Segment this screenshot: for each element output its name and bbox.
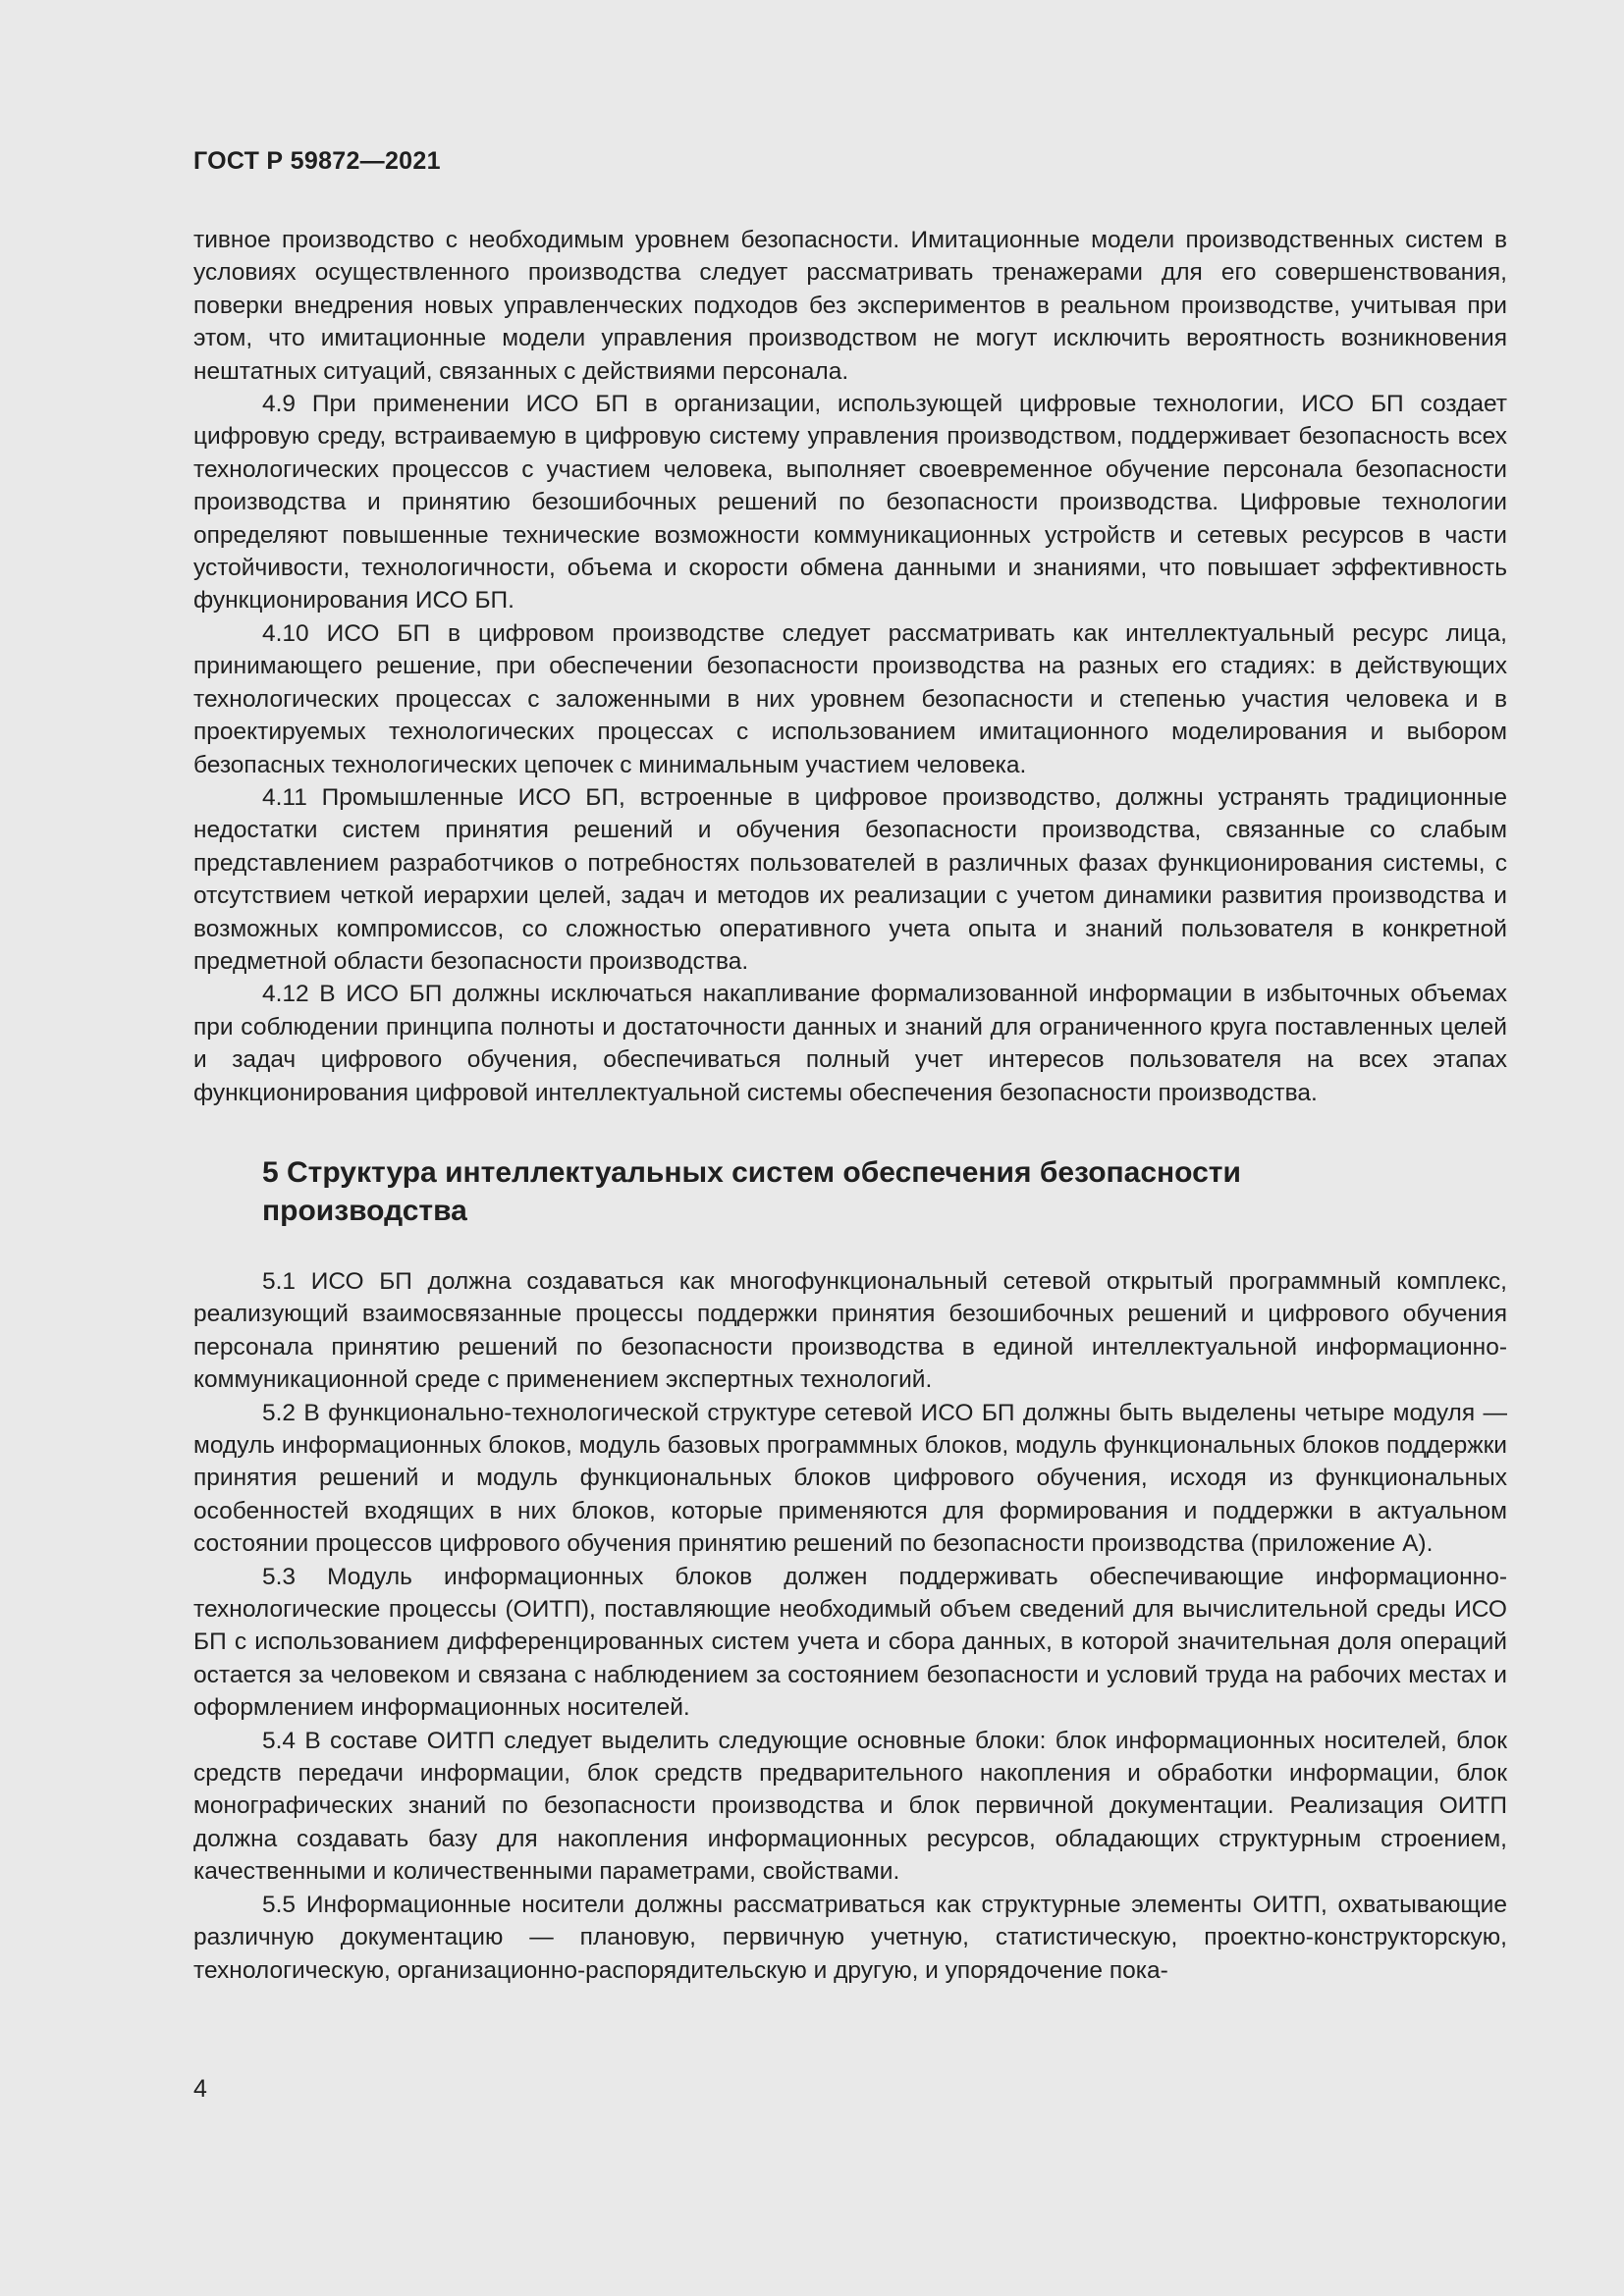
paragraph-5-3: 5.3 Модуль информационных блоков должен поддерживать обеспечивающие информационно-технологические процессы (ОИТП), поставляющие необходимый объем сведений для вычислительной среды ИСО БП с использованием дифференцированных систем учета и сбора данных, в которой значительная доля операций остается за человеком и связана с наблюдением за состоянием безопасности и условий труда на рабочих местах и оформлением информационных носителей. (193, 1563, 1507, 1722)
page-content (193, 224, 1507, 1987)
section-5-heading: 5 Структура интеллектуальных систем обеспечения безопасности производства (262, 1155, 1241, 1227)
paragraph-4-9: 4.9 При применении ИСО БП в организации, использующей цифровые технологии, ИСО БП создает цифровую среду, встраиваемую в цифровую систему управления производством, поддерживает безопасность всех технологических процессов с участием человека, выполняет своевременное обучение персонала безопасности производства и принятию безошибочных решений по безопасности производства. Цифровые технологии определяют повышенные технические возможности коммуникационных устройств и сетевых ресурсов в части устойчивости, технологичности, объема и скорости обмена данными и знаниями, что повышает эффективность функционирования ИСО БП. (193, 391, 1507, 614)
paragraph-5-1: 5.1 ИСО БП должна создаваться как многофункциональный сетевой открытый программный комплекс, реализующий взаимосвязанные процессы поддержки принятия безошибочных решений и цифрового обучения персонала принятию решений по безопасности производства в единой интеллектуальной информационно-коммуникационной среде с применением экспертных технологий. (193, 1267, 1507, 1394)
paragraph-5-2: 5.2 В функционально-технологической структуре сетевой ИСО БП должны быть выделены четыре модуля — модуль информационных блоков, модуль базовых программных блоков, модуль функциональных блоков поддержки принятия решений и модуль функциональных блоков цифрового обучения, исходя из функциональных особенностей входящих в них блоков, которые применяются для формирования и поддержки в актуальном состоянии процессов цифрового обучения принятию решений по безопасности производства (приложение А). (193, 1399, 1507, 1558)
paragraph-continuation: тивное производство с необходимым уровнем безопасности. Имитационные модели производственных систем в условиях осуществленного производства следует рассматривать тренажерами для его совершенствования, поверки внедрения новых управленческих подходов без экспериментов в реальном производстве, учитывая при этом, что имитационные модели управления производством не могут исключить вероятность возникновения нештатных ситуаций, связанных с действиями персонала. (193, 227, 1507, 385)
paragraph-4-12: 4.12 В ИСО БП должны исключаться накапливание формализованной информации в избыточных объемах при соблюдении принципа полноты и достаточности данных и знаний для ограниченного круга поставленных целей и задач цифрового обучения, обеспечиваться полный учет интересов пользователя на всех этапах функционирования цифровой интеллектуальной системы обеспечения безопасности производства. (193, 981, 1507, 1106)
paragraph-4-10: 4.10 ИСО БП в цифровом производстве следует рассматривать как интеллектуальный ресурс лица, принимающего решение, при обеспечении безопасности производства на разных его стадиях: в действующих технологических процессах с заложенными в них уровнем безопасности и степенью участия человека и в проектируемых технологических процессах с использованием имитационного моделирования и выбором безопасных технологических цепочек с минимальным участием человека. (193, 619, 1507, 778)
paragraph-5-4: 5.4 В составе ОИТП следует выделить следующие основные блоки: блок информационных носителей, блок средств передачи информации, блок средств предварительного накопления и обработки информации, блок монографических знаний по безопасности производства и блок первичной документации. Реализация ОИТП должна создавать базу для накопления информационных ресурсов, обладающих структурным строением, качественными и количественными параметрами, свойствами. (193, 1727, 1507, 1886)
document-header: ГОСТ Р 59872—2021 (193, 147, 441, 175)
paragraph-5-5: 5.5 Информационные носители должны рассматриваться как структурные элементы ОИТП, охватывающие различную документацию — плановую, первичную учетную, статистическую, проектно-конструкторскую, технологическую, организационно-распорядительскую и другую, и упорядочение пока- (193, 1891, 1507, 1984)
page-number: 4 (193, 2075, 207, 2103)
paragraph-4-11: 4.11 Промышленные ИСО БП, встроенные в цифровое производство, должны устранять традиционные недостатки систем принятия решений и обучения безопасности производства, связанные со слабым представлением разработчиков о потребностях пользователей в различных фазах функционирования системы, с отсутствием четкой иерархии целей, задач и методов их реализации с учетом динамики развития производства и возможных компромиссов, со сложностью оперативного учета опыта и знаний пользователя в конкретной предметной области безопасности производства. (193, 783, 1507, 975)
